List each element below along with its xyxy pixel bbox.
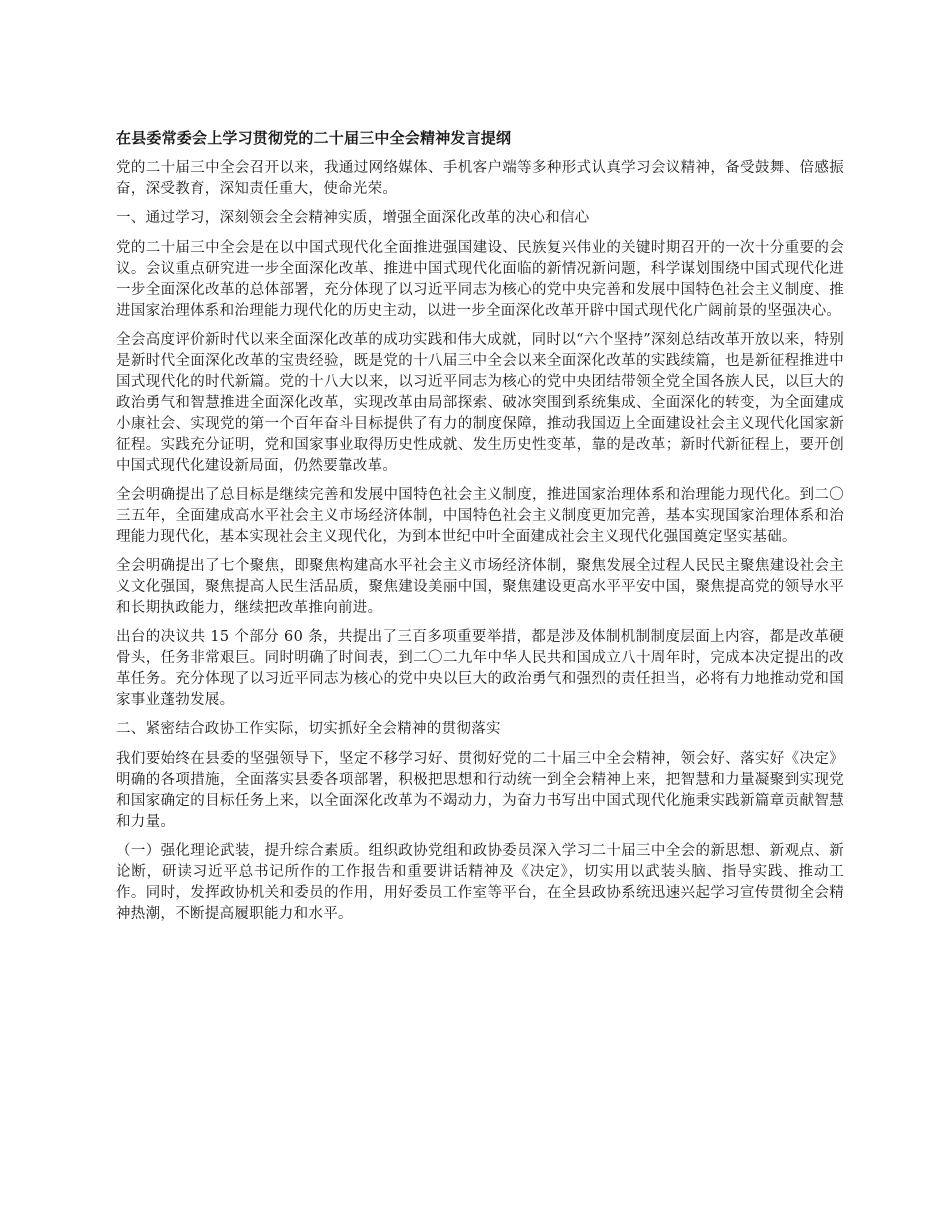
document-title: 在县委常委会上学习贯彻党的二十届三中全会精神发言提纲 [116,129,512,147]
section-1-paragraph-3: 全会明确提出了总目标是继续完善和发展中国特色社会主义制度，推进国家治理体系和治理能力现代化。到二〇三五年，全面建成高水平社会主义市场经济体制，中国特色社会主义制度更加完善，基本实现国家治理体系和治理能力现代化，基本实现社会主义现代化，为到本世纪中叶全面建成社会主义现代化强国奠定坚实基础。 [116,487,844,545]
intro-paragraph: 党的二十届三中全会召开以来，我通过网络媒体、手机客户端等多种形式认真学习会议精神，备受鼓舞、倍感振奋，深受教育，深知责任重大，使命光荣。 [116,160,844,197]
section-2-paragraph-1: 我们要始终在县委的坚强领导下，坚定不移学习好、贯彻好党的二十届三中全会精神，领会好、落实好《决定》明确的各项措施，全面落实县委各项部署，积极把思想和行动统一到全会精神上来，把智慧和力量凝聚到实现党和国家确定的目标任务上来，以全面深化改革为不竭动力，为奋力书写出中国式现代化施秉实践新篇章贡献智慧和力量。 [116,751,844,830]
section-1-paragraph-2: 全会高度评价新时代以来全面深化改革的成功实践和伟大成就，同时以“六个坚持”深刻总结改革开放以来，特别是新时代全面深化改革的宝贵经验，既是党的十八届三中全会以来全面深化改革的实践续篇，也是新征程推进中国式现代化的时代新篇。党的十八大以来，以习近平同志为核心的党中央团结带领全党全国各族人民，以巨大的政治勇气和智慧推进全面深化改革，实现改革由局部探索、破冰突围到系统集成、全面深化的转变，为全面建成小康社会、实现党的第一个百年奋斗目标提供了有力的制度保障，推动我国迈上全面建设社会主义现代化国家新征程。实践充分证明，党和国家事业取得历史性成就、发生历史性变革，靠的是改革；新时代新征程上，要开创中国式现代化建设新局面，仍然要靠改革。 [116,332,844,474]
section-2-heading: 二、紧密结合政协工作实际，切实抓好全会精神的贯彻落实 [116,721,501,737]
section-2-paragraph-2: （一）强化理论武装，提升综合素质。组织政协党组和政协委员深入学习二十届三中全会的新思想、新观点、新论断，研读习近平总书记所作的工作报告和重要讲话精神及《决定》，切实用以武装头脑、指导实践、推动工作。同时，发挥政协机关和委员的作用，用好委员工作室等平台，在全县政协系统迅速兴起学习宣传贯彻全会精神热潮，不断提高履职能力和水平。 [116,843,844,922]
section-1-paragraph-4: 全会明确提出了七个聚焦，即聚焦构建高水平社会主义市场经济体制，聚焦发展全过程人民民主聚焦建设社会主义文化强国，聚焦提高人民生活品质，聚焦建设美丽中国，聚焦建设更高水平平安中国，聚焦提高党的领导水平和长期执政能力，继续把改革推向前进。 [116,558,844,616]
section-1-paragraph-1: 党的二十届三中全会是在以中国式现代化全面推进强国建设、民族复兴伟业的关键时期召开的一次十分重要的会议。会议重点研究进一步全面深化改革、推进中国式现代化面临的新情况新问题，科学谋划围绕中国式现代化进一步全面深化改革的总体部署，充分体现了以习近平同志为核心的党中央完善和发展中国特色社会主义制度、推进国家治理体系和治理能力现代化的历史主动，以进一步全面深化改革开辟中国式现代化广阔前景的坚强决心。 [116,240,844,319]
section-1-paragraph-5: 出台的决议共 15 个部分 60 条，共提出了三百多项重要举措，都是涉及体制机制制度层面上内容，都是改革硬骨头，任务非常艰巨。同时明确了时间表，到二〇二九年中华人民共和国成立八十周年时，完成本决定提出的改革任务。充分体现了以习近平同志为核心的党中央以巨大的政治勇气和强烈的责任担当，必将有力地推动党和国家事业蓬勃发展。 [116,629,844,708]
document-page [116,126,844,933]
section-1-heading: 一、通过学习，深刻领会全会精神实质，增强全面深化改革的决心和信心 [116,210,590,226]
